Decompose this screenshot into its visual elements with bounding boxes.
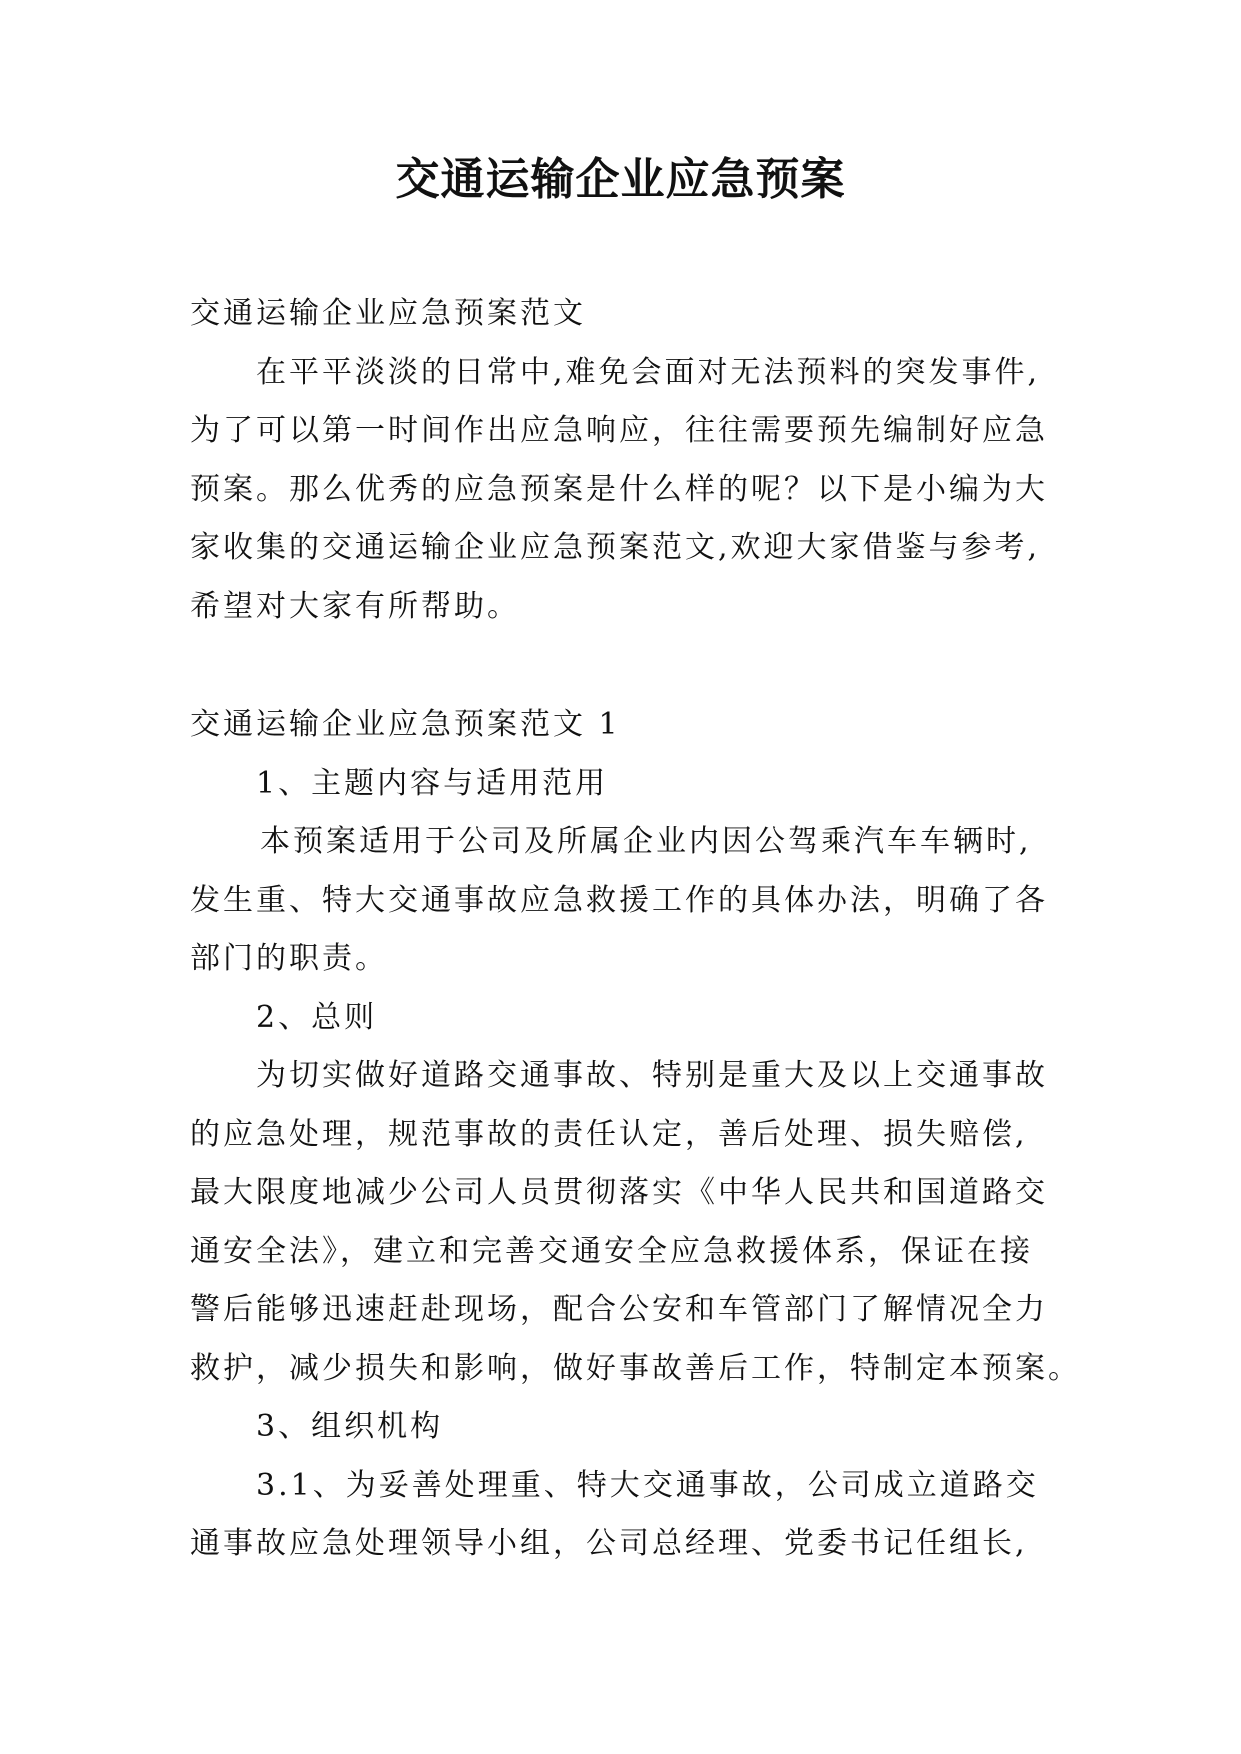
paragraph-line: 部门的职责。	[190, 941, 388, 976]
paragraph-line: 希望对大家有所帮助。	[190, 588, 520, 624]
subheading: 1、主题内容与适用范用	[256, 765, 609, 801]
paragraph-line: 发生重、特大交通事故应急救援工作的具体办法，明确了各	[190, 882, 1048, 918]
paragraph-line: 最大限度地减少公司人员贯彻落实《中华人民共和国道路交	[190, 1175, 1048, 1210]
paragraph-line: 警后能够迅速赶赴现场，配合公安和车管部门了解情况全力	[190, 1292, 1048, 1327]
intro-section	[190, 285, 1060, 636]
paragraph-line: 为切实做好道路交通事故、特别是重大及以上交通事故	[256, 1058, 1048, 1093]
paragraph-line: 救护，减少损失和影响，做好事故善后工作，特制定本预案。	[190, 1350, 1081, 1386]
paragraph-line: 本预案适用于公司及所属企业内因公驾乘汽车车辆时,	[260, 824, 1032, 859]
paragraph-line: 为了可以第一时间作出应急响应，往往需要预先编制好应急	[190, 413, 1048, 448]
paragraph-line: 的应急处理，规范事故的责任认定，善后处理、损失赔偿,	[190, 1116, 1028, 1152]
subheading: 2、总则	[256, 999, 378, 1035]
subheading: 3、组织机构	[256, 1409, 444, 1444]
paragraph-line: 在平平淡淡的日常中,难免会面对无法预料的突发事件,	[256, 354, 1041, 390]
paragraph-line: 通事故应急处理领导小组，公司总经理、党委书记任组长,	[190, 1526, 1028, 1561]
paragraph-line: 家收集的交通运输企业应急预案范文,欢迎大家借鉴与参考,	[190, 530, 1041, 565]
document-title: 交通运输企业应急预案	[395, 154, 846, 205]
section-heading: 交通运输企业应急预案范文	[190, 296, 586, 331]
paragraph-line: 预案。那么优秀的应急预案是什么样的呢？以下是小编为大	[190, 471, 1048, 507]
section-heading: 交通运输企业应急预案范文 1	[190, 707, 621, 742]
paragraph-line: 通安全法》，建立和完善交通安全应急救援体系，保证在接	[190, 1233, 1033, 1269]
sample-1-section	[190, 696, 1081, 1574]
paragraph-line: 3.1、为妥善处理重、特大交通事故，公司成立道路交	[256, 1467, 1039, 1503]
